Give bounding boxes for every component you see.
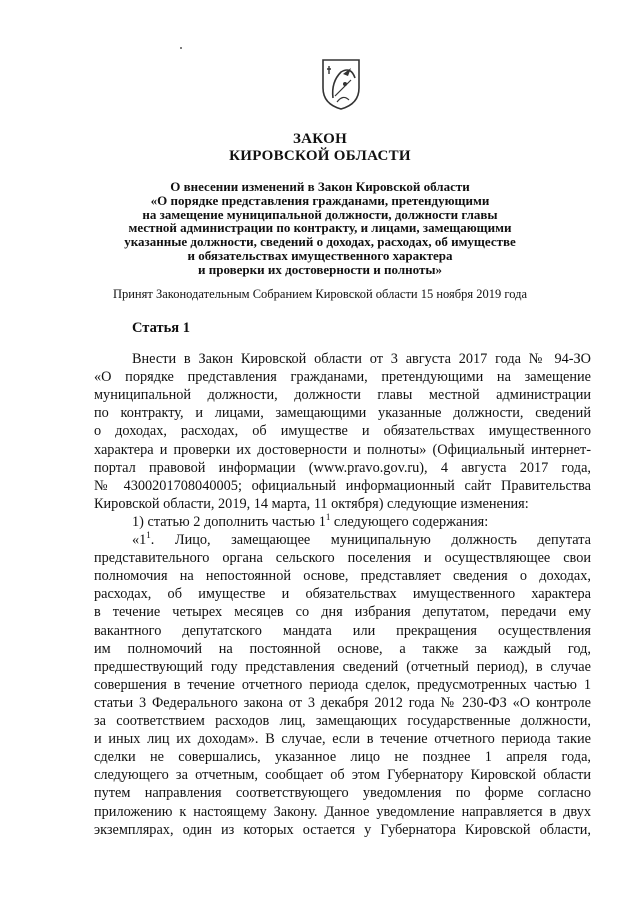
body-line: экземплярах, один из которых остается у Губернатора Кировской области, <box>94 821 591 838</box>
article-heading: Статья 1 <box>132 320 190 336</box>
body-line: вакантного депутатского мандата или прекращения осуществления <box>94 622 591 639</box>
superscript: 1 <box>146 530 151 540</box>
body-line: о доходах, расходах, об имуществе и обязательствах имущественного <box>94 423 591 440</box>
body-line: полномочия на непостоянной основе, представляет сведения о доходах, <box>94 568 591 585</box>
body-line: представительного органа сельского поселения и осуществляющее свои <box>94 550 591 567</box>
subtitle-line: О внесении изменений в Закон Кировской области <box>170 179 470 194</box>
superscript: 1 <box>325 511 331 522</box>
body-line: совершения в течение отчетного периода сделок, предусмотренных частью 1 <box>94 676 591 693</box>
adoption-note: Принят Законодательным Собранием Кировской области 15 ноября 2019 года <box>112 287 528 301</box>
body-line: сделки не совершались, указанное лицо не позднее 1 апреля года, <box>94 749 591 766</box>
subtitle-line: местной администрации по контракту, и лицами, замещающими <box>128 220 512 236</box>
subtitle-line: «О порядке представления гражданами, претендующими <box>150 192 490 208</box>
law-title: ЗАКОН <box>292 131 348 147</box>
body-line: «$1^1$. Лицо, замещающее муниципальную должность депутата <box>132 530 591 548</box>
body-line: № 4300201708040005; официальный информационный сайт Правительства <box>94 477 591 494</box>
body-line: «О порядке представления гражданами, претендующими на замещение <box>94 369 591 386</box>
subtitle-line: на замещение муниципальной должности, должности главы <box>142 206 498 222</box>
body-line: муниципальной должности, должности главы местной администрации <box>94 387 591 404</box>
body-line: в течение четырех месяцев со дня избрания депутатом, передачи ему <box>94 604 591 621</box>
body-line: 1) статью 2 дополнить частью $1^1$ следующего содержания: <box>132 511 489 530</box>
body-line: статьи 3 Федерального закона от 3 декабря 2012 года № 230-ФЗ «О контроле <box>94 694 591 711</box>
subtitle-line: указанные должности, сведений о доходах, расходах, об имуществе <box>124 234 516 250</box>
body-line: путем направления соответствующего уведомления по форме согласно <box>94 785 591 802</box>
body-line: и иных лиц их доходам». В случае, если в течение отчетного периода такие <box>94 731 591 748</box>
body-line: за соответствием расходов лиц, замещающих государственные должности, <box>94 713 591 729</box>
body-line: по контракту, и лицами, замещающими указанные должности, сведений <box>94 405 591 422</box>
body-line: Внести в Закон Кировской области от 3 августа 2017 года № 94-ЗО <box>132 351 591 367</box>
body-line: следующего за отчетным, сообщает об этом Губернатору Кировской области <box>94 767 591 784</box>
body-line: предшествующий году представления сведений (отчетный период), в случае <box>94 658 591 675</box>
subtitle-line: и проверки их достоверности и полноты» <box>198 261 442 277</box>
coat-of-arms-icon <box>321 58 361 110</box>
body-line: расходах, об имуществе и обязательствах имущественного характера <box>94 586 591 603</box>
region-title: КИРОВСКОЙ ОБЛАСТИ <box>229 148 411 164</box>
body-line: приложению к настоящему Закону. Данное уведомление направляется в двух <box>94 803 591 820</box>
body-line: характера и проверки их достоверности и полноты» (Официальный интернет- <box>94 441 591 458</box>
subtitle-line: и обязательствах имущественного характера <box>187 248 453 263</box>
body-line: им полномочий на постоянной основе, а также за каждый год, <box>94 640 591 657</box>
body-line: портал правовой информации (www.pravo.gov.ru), 4 августа 2017 года, <box>94 459 591 476</box>
scan-speck <box>180 47 182 49</box>
body-line: Кировской области, 2019, 14 марта, 11 октября) следующие изменения: <box>94 495 529 512</box>
